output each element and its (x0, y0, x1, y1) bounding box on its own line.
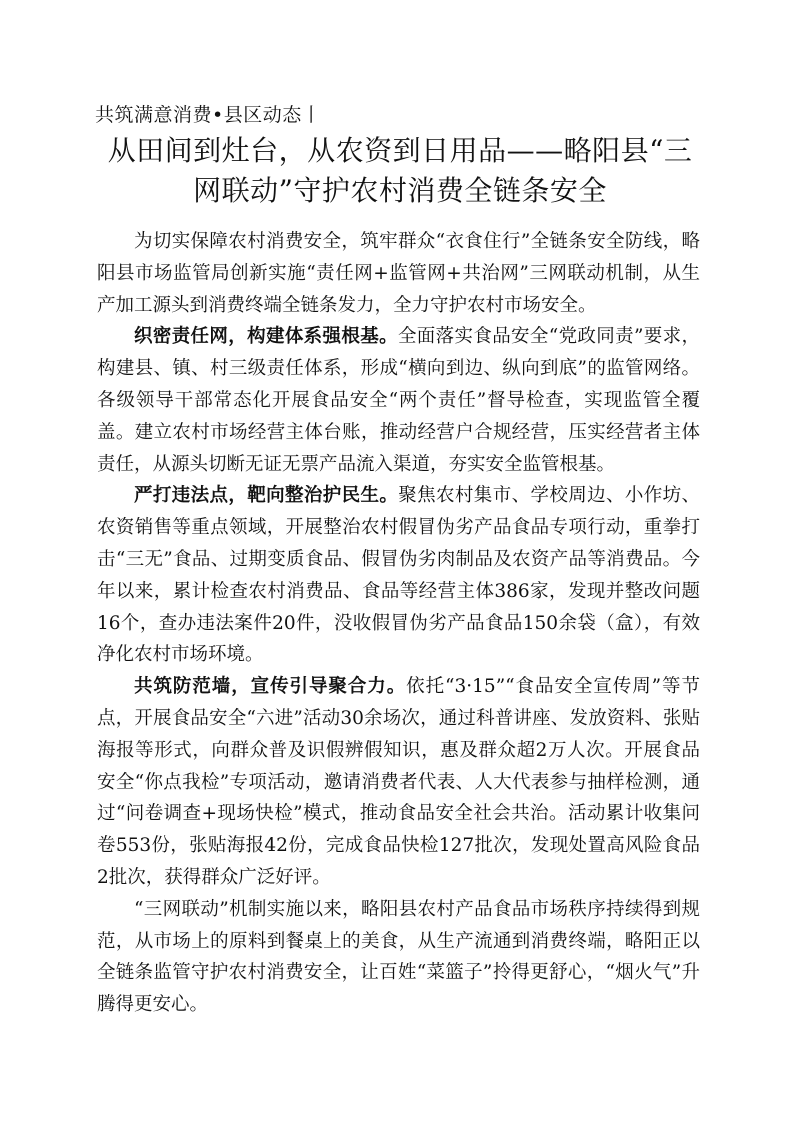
section-text-enforcement: 聚焦农村集市、学校周边、小作坊、农资销售等重点领域，开展整治农村假冒伪劣产品食品专项行动，重拳打击“三无”食品、过期变质食品、假冒伪劣肉制品及农资产品等消费品。今年以来，累计检查农村消费品、食品等经营主体386家，发现并整改问题16个，查办违法案件20件，没收假冒伪劣产品食品150余袋（盒），有效净化农村市场环境。 (97, 485, 700, 666)
section-paragraph-enforcement (97, 480, 700, 671)
section-lead-responsibility: 织密责任网，构建体系强根基。 (134, 326, 398, 348)
conclusion-paragraph: “三网联动”机制实施以来，略阳县农村产品食品市场秩序持续得到规范，从市场上的原料到餐桌上的美食，从生产流通到消费终端，略阳正以全链条监管守护农村消费安全，让百姓“菜篮子”拎得更舒心，“烟火气”升腾得更安心。 (97, 898, 700, 1016)
headline-line-2: 网联动”守护农村消费全链条安全 (193, 174, 607, 207)
headline-line-1: 从田间到灶台，从农资到日用品——略阳县“三 (107, 134, 693, 167)
section-text-responsibility: 全面落实食品安全“党政同责”要求，构建县、镇、村三级责任体系，形成“横向到边、纵向到底”的监管网络。各级领导干部常态化开展食品安全“两个责任”督导检查，实现监管全覆盖。建立农村市场经营主体台账，推动经营户合规经营，压实经营者主体责任，从源头切断无证无票产品流入渠道，夯实安全监管根基。 (97, 326, 700, 475)
section-paragraph-responsibility (97, 321, 700, 480)
article-headline (92, 131, 708, 211)
intro-paragraph: 为切实保障农村消费安全，筑牢群众“衣食住行”全链条安全防线，略阳县市场监管局创新实施“责任网+监管网+共治网”三网联动机制，从生产加工源头到消费终端全链条发力，全力守护农村市场安全。 (97, 231, 700, 316)
section-lead-enforcement: 严打违法点，靶向整治护民生。 (134, 485, 399, 507)
series-label: 共筑满意消费•县区动态丨 (95, 104, 322, 126)
section-paragraph-publicity (97, 671, 700, 894)
section-text-publicity: 依托“3·15”“食品安全宣传周”等节点，开展食品安全“六进”活动30余场次，通过科普讲座、发放资料、张贴海报等形式，向群众普及识假辨假知识，惠及群众超2万人次。开展食品安全“你点我检”专项活动，邀请消费者代表、人大代表参与抽样检测，通过“问卷调查+现场快检”模式，推动食品安全社会共治。活动累计收集问卷553份，张贴海报42份，完成食品快检127批次，发现处置高风险食品2批次，获得群众广泛好评。 (97, 676, 700, 888)
section-lead-publicity: 共筑防范墙，宣传引导聚合力。 (134, 676, 407, 698)
article-body (97, 226, 700, 1021)
